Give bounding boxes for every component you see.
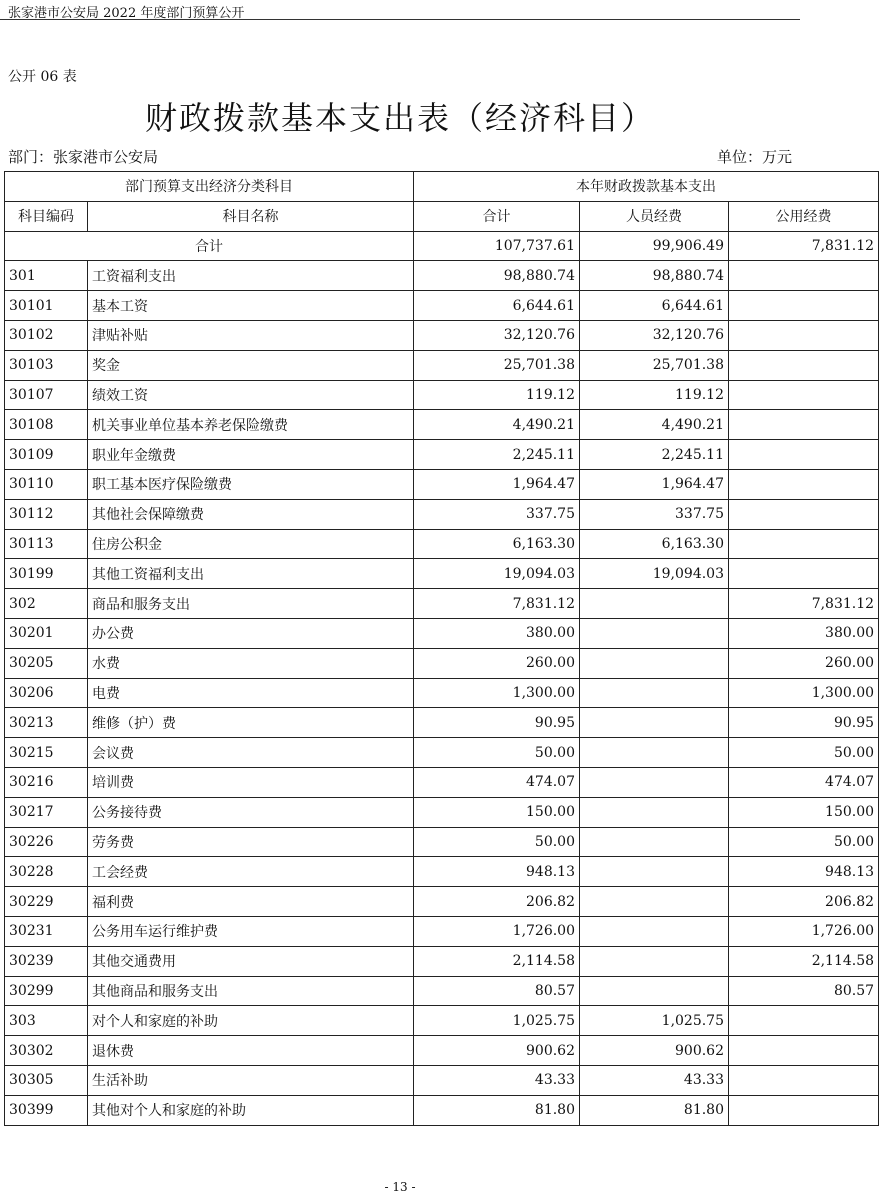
row-personnel: 43.33 (580, 1065, 729, 1095)
row-code: 30107 (5, 380, 88, 410)
row-code: 303 (5, 1006, 88, 1036)
row-personnel (580, 887, 729, 917)
row-code: 30113 (5, 529, 88, 559)
row-name: 电费 (88, 678, 414, 708)
row-public (729, 320, 879, 350)
row-total: 90.95 (414, 708, 580, 738)
row-name: 水费 (88, 648, 414, 678)
row-personnel (580, 976, 729, 1006)
row-name: 对个人和家庭的补助 (88, 1006, 414, 1036)
row-total: 1,300.00 (414, 678, 580, 708)
row-name: 其他交通费用 (88, 946, 414, 976)
row-personnel: 1,025.75 (580, 1006, 729, 1036)
table-row (5, 320, 879, 350)
table-row (5, 410, 879, 440)
row-personnel: 4,490.21 (580, 410, 729, 440)
row-public: 7,831.12 (729, 589, 879, 619)
row-public (729, 1006, 879, 1036)
row-name: 会议费 (88, 738, 414, 768)
page-title: 财政拨款基本支出表（经济科目） (144, 99, 655, 137)
row-name: 公务接待费 (88, 797, 414, 827)
row-name: 职工基本医疗保险缴费 (88, 469, 414, 499)
table-row (5, 1065, 879, 1095)
row-personnel: 2,245.11 (580, 440, 729, 470)
row-public: 150.00 (729, 797, 879, 827)
row-total: 1,025.75 (414, 1006, 580, 1036)
row-personnel (580, 618, 729, 648)
row-code: 30201 (5, 618, 88, 648)
row-public: 80.57 (729, 976, 879, 1006)
row-personnel (580, 738, 729, 768)
row-name: 绩效工资 (88, 380, 414, 410)
row-public (729, 499, 879, 529)
row-code: 30226 (5, 827, 88, 857)
column-header-code: 科目编码 (5, 201, 88, 231)
row-total: 119.12 (414, 380, 580, 410)
row-code: 30102 (5, 320, 88, 350)
row-name: 其他工资福利支出 (88, 559, 414, 589)
row-personnel (580, 767, 729, 797)
row-public (729, 1065, 879, 1095)
total-row-personnel: 99,906.49 (580, 231, 729, 261)
column-header-name: 科目名称 (88, 201, 414, 231)
group-header-basic-expenditure: 本年财政拨款基本支出 (414, 172, 879, 202)
table-row (5, 797, 879, 827)
row-personnel: 19,094.03 (580, 559, 729, 589)
row-public: 2,114.58 (729, 946, 879, 976)
row-total: 2,245.11 (414, 440, 580, 470)
table-row (5, 648, 879, 678)
row-name: 其他商品和服务支出 (88, 976, 414, 1006)
row-public: 260.00 (729, 648, 879, 678)
row-total: 337.75 (414, 499, 580, 529)
row-name: 机关事业单位基本养老保险缴费 (88, 410, 414, 440)
row-public: 474.07 (729, 767, 879, 797)
row-code: 302 (5, 589, 88, 619)
column-header-personnel: 人员经费 (580, 201, 729, 231)
row-public (729, 380, 879, 410)
table-row (5, 887, 879, 917)
row-name: 劳务费 (88, 827, 414, 857)
row-name: 公务用车运行维护费 (88, 916, 414, 946)
department-label: 部门：张家港市公安局 (8, 148, 159, 166)
column-header-total: 合计 (414, 201, 580, 231)
row-public: 948.13 (729, 857, 879, 887)
row-personnel: 337.75 (580, 499, 729, 529)
row-total: 948.13 (414, 857, 580, 887)
row-total: 260.00 (414, 648, 580, 678)
table-row (5, 1036, 879, 1066)
row-name: 办公费 (88, 618, 414, 648)
row-public: 90.95 (729, 708, 879, 738)
row-total: 98,880.74 (414, 261, 580, 291)
row-code: 30103 (5, 350, 88, 380)
row-public (729, 291, 879, 321)
row-total: 6,644.61 (414, 291, 580, 321)
table-row (5, 499, 879, 529)
table-row (5, 976, 879, 1006)
row-personnel (580, 797, 729, 827)
row-personnel (580, 708, 729, 738)
document-header: 张家港市公安局 2022 年度部门预算公开 (8, 6, 245, 21)
row-name: 其他社会保障缴费 (88, 499, 414, 529)
row-code: 30108 (5, 410, 88, 440)
row-personnel: 6,644.61 (580, 291, 729, 321)
row-total: 80.57 (414, 976, 580, 1006)
row-personnel: 81.80 (580, 1095, 729, 1125)
row-public (729, 1036, 879, 1066)
total-row-label: 合计 (5, 231, 414, 261)
table-row (5, 618, 879, 648)
row-total: 900.62 (414, 1036, 580, 1066)
row-code: 30109 (5, 440, 88, 470)
row-code: 30217 (5, 797, 88, 827)
row-total: 50.00 (414, 738, 580, 768)
row-code: 30228 (5, 857, 88, 887)
row-code: 30199 (5, 559, 88, 589)
row-public: 1,300.00 (729, 678, 879, 708)
row-code: 30110 (5, 469, 88, 499)
row-total: 1,964.47 (414, 469, 580, 499)
row-public: 1,726.00 (729, 916, 879, 946)
table-row (5, 469, 879, 499)
table-row (5, 857, 879, 887)
row-personnel: 119.12 (580, 380, 729, 410)
row-total: 1,726.00 (414, 916, 580, 946)
table-row (5, 1095, 879, 1125)
total-row-public: 7,831.12 (729, 231, 879, 261)
row-name: 退休费 (88, 1036, 414, 1066)
row-public: 50.00 (729, 738, 879, 768)
total-row-total: 107,737.61 (414, 231, 580, 261)
total-row (5, 231, 879, 261)
row-name: 其他对个人和家庭的补助 (88, 1095, 414, 1125)
row-name: 住房公积金 (88, 529, 414, 559)
row-personnel: 1,964.47 (580, 469, 729, 499)
row-personnel (580, 827, 729, 857)
row-name: 工资福利支出 (88, 261, 414, 291)
row-total: 19,094.03 (414, 559, 580, 589)
row-personnel: 900.62 (580, 1036, 729, 1066)
row-name: 基本工资 (88, 291, 414, 321)
row-personnel: 98,880.74 (580, 261, 729, 291)
row-name: 工会经费 (88, 857, 414, 887)
row-code: 30216 (5, 767, 88, 797)
row-name: 职业年金缴费 (88, 440, 414, 470)
row-total: 206.82 (414, 887, 580, 917)
unit-label: 单位：万元 (716, 148, 792, 166)
table-row (5, 559, 879, 589)
row-code: 30215 (5, 738, 88, 768)
table-row (5, 678, 879, 708)
row-name: 维修（护）费 (88, 708, 414, 738)
row-personnel (580, 857, 729, 887)
row-code: 30231 (5, 916, 88, 946)
row-public (729, 1095, 879, 1125)
row-personnel: 32,120.76 (580, 320, 729, 350)
row-code: 30302 (5, 1036, 88, 1066)
table-row (5, 827, 879, 857)
row-total: 474.07 (414, 767, 580, 797)
row-personnel: 6,163.30 (580, 529, 729, 559)
table-row (5, 708, 879, 738)
row-personnel (580, 678, 729, 708)
table-row (5, 767, 879, 797)
table-row (5, 440, 879, 470)
row-public (729, 350, 879, 380)
row-code: 30299 (5, 976, 88, 1006)
row-name: 商品和服务支出 (88, 589, 414, 619)
row-total: 81.80 (414, 1095, 580, 1125)
row-code: 30206 (5, 678, 88, 708)
row-public (729, 261, 879, 291)
row-personnel (580, 916, 729, 946)
row-code: 30229 (5, 887, 88, 917)
table-row (5, 738, 879, 768)
row-public: 380.00 (729, 618, 879, 648)
row-code: 30205 (5, 648, 88, 678)
row-total: 6,163.30 (414, 529, 580, 559)
row-personnel: 25,701.38 (580, 350, 729, 380)
table-row (5, 946, 879, 976)
row-code: 30101 (5, 291, 88, 321)
budget-table (4, 171, 879, 1126)
row-total: 50.00 (414, 827, 580, 857)
row-name: 津贴补贴 (88, 320, 414, 350)
column-header-public: 公用经费 (729, 201, 879, 231)
row-total: 4,490.21 (414, 410, 580, 440)
table-row (5, 589, 879, 619)
table-label: 公开 06 表 (8, 69, 77, 85)
row-personnel (580, 946, 729, 976)
table-row (5, 261, 879, 291)
row-code: 30239 (5, 946, 88, 976)
table-row (5, 529, 879, 559)
table-row (5, 916, 879, 946)
group-header-classification: 部门预算支出经济分类科目 (5, 172, 414, 202)
row-total: 380.00 (414, 618, 580, 648)
row-public (729, 559, 879, 589)
row-public: 206.82 (729, 887, 879, 917)
row-code: 301 (5, 261, 88, 291)
row-name: 培训费 (88, 767, 414, 797)
row-total: 43.33 (414, 1065, 580, 1095)
row-code: 30112 (5, 499, 88, 529)
row-public (729, 529, 879, 559)
row-public (729, 410, 879, 440)
row-name: 生活补助 (88, 1065, 414, 1095)
row-total: 2,114.58 (414, 946, 580, 976)
row-total: 25,701.38 (414, 350, 580, 380)
row-name: 福利费 (88, 887, 414, 917)
header-divider (0, 19, 800, 20)
row-total: 32,120.76 (414, 320, 580, 350)
row-total: 150.00 (414, 797, 580, 827)
row-personnel (580, 589, 729, 619)
row-public (729, 469, 879, 499)
table-row (5, 350, 879, 380)
row-public (729, 440, 879, 470)
row-total: 7,831.12 (414, 589, 580, 619)
table-row (5, 291, 879, 321)
row-public: 50.00 (729, 827, 879, 857)
row-personnel (580, 648, 729, 678)
row-code: 30305 (5, 1065, 88, 1095)
table-row (5, 380, 879, 410)
row-code: 30399 (5, 1095, 88, 1125)
table-row (5, 1006, 879, 1036)
page-number: - 13 - (384, 1180, 416, 1194)
row-name: 奖金 (88, 350, 414, 380)
row-code: 30213 (5, 708, 88, 738)
